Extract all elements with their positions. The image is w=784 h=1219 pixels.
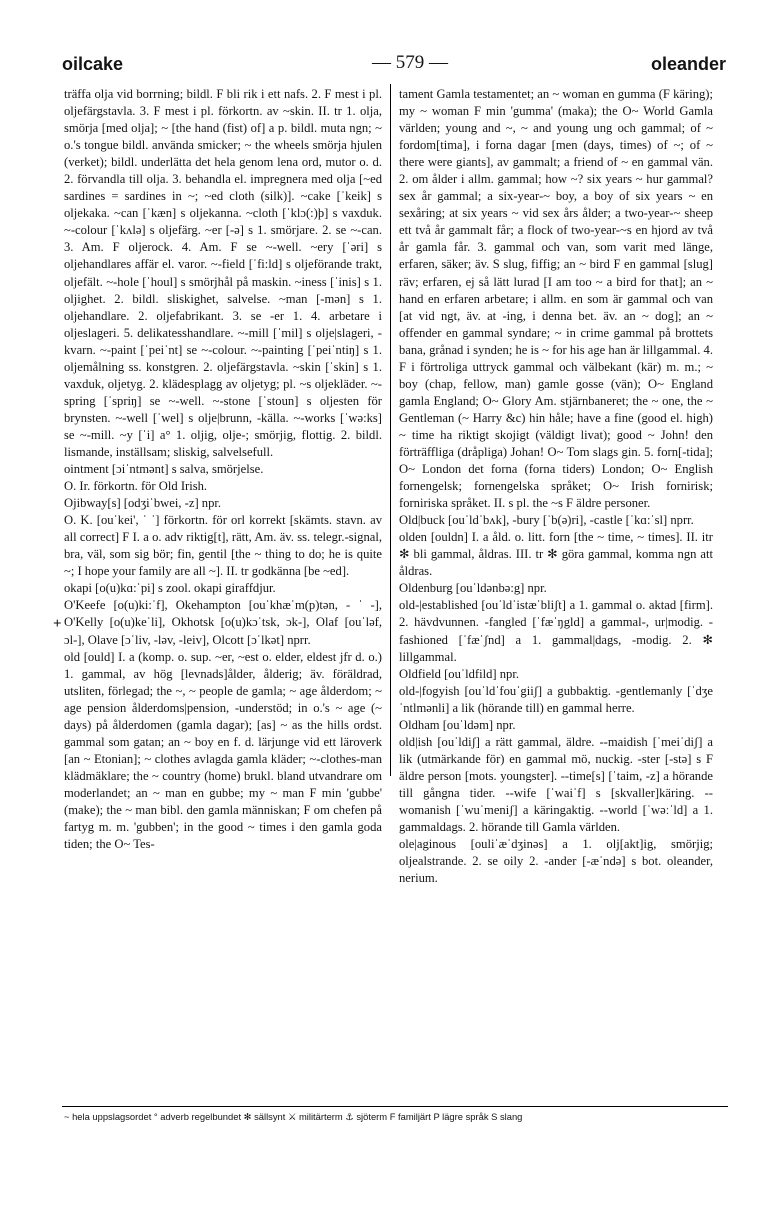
entry-old-established: old-|established [ouˈldˈistæˈbliʃt] a 1. gammal o. aktad [firm]. 2. hävdvunnen. -fangled [ˈfæˈŋgld] a gammal-, ur|modig. -fashioned [ˈfæˈʃnd] a 1. gammal|dags, -modig. 2. ✻ lillgammal. xyxy=(399,598,713,664)
left-column xyxy=(64,86,382,853)
running-header xyxy=(62,50,726,80)
entry-oleaginous: ole|aginous [ouliˈæˈdʒinəs] a 1. olj[akt]ig, smörjig; oljealstrande. 2. se oily 2. -ander [-æˈndə] s bot. oleander, nerium. xyxy=(399,837,713,886)
right-column xyxy=(399,86,713,887)
entry-o-k: O. K. [ouˈkei', ˈ ˈ] förkortn. för orl korrekt [skämts. stavn. av all correct] F I. a o. adv riktig[t], rätt, Am. äv. ss. telegr.-signal, bra, väl, som sig bör; fin, gentil [the ~ thing to do; he is quite ~; I hope your family are all ~]. II. tr godkänna [be ~ed]. xyxy=(64,513,382,579)
entry-ojibway: Ojibway[s] [odʒiˈbwei, -z] npr. xyxy=(64,496,222,511)
entry-okeefe: O'Keefe [o(u)ki:ˈf], Okehampton [ouˈkhæˈm(p)tən, - ˈ -], O'Kelly [o(u)keˈli], Okhotsk [o(u)kɔˈtsk, ɔk-], Olaf [ouˈləf, ɔl-], Olave [ɔˈliv, -ləv, -leiv], Olcott [ɔˈlkət] nprr. xyxy=(64,598,382,647)
entry-old-fogyish: old-|fogyish [ouˈldˈfouˈgiiʃ] a gubbaktig. -gentlemanly [ˈdʒeˈntlmənli] a lik (hörande till) en gammal herre. xyxy=(399,683,713,715)
entry-oldbuck: Old|buck [ouˈldˈbʌk], -bury [ˈb(ə)ri], -castle [ˈkɑ:ˈsl] nprr. xyxy=(399,513,694,528)
entry-oldham: Oldham [ouˈldəm] npr. xyxy=(399,717,516,732)
entry-oldfield: Oldfield [ouˈldfild] npr. xyxy=(399,666,519,681)
left-guide-word: oilcake xyxy=(62,54,124,74)
footer-rule xyxy=(62,1106,728,1107)
abbreviation-legend: ~ hela uppslagsordet ° adverb regelbundet ✻ sällsynt ⚔ militärterm ⚓ sjöterm F familjärt P lägre språk S slang xyxy=(64,1111,523,1122)
page-number: — 579 — xyxy=(372,52,448,73)
entry-oil-continued: träffa olja vid borrning; bildl. F bli rik i ett nafs. 2. F mest i pl. oljefärgstavla. 3. F mest i pl. förkortn. av ~skin. II. tr 1. olja, smörja [med olja]; ~ [the hand (fist) of] a p. bildl. muta ngn; ~ o.'s tongue bildl. använda smicker; ~ the wheels smörja hjulen (verket); bildl. underlätta det hela genom lena ord, mutor o. d. 2. förvandla till olja. 3. behandla el. impregnera med olja [~ed sardines = sardines in ~; ~ed cloth (silk)]. ~cake [ˈkeik] s oljekaka. ~can [ˈkæn] s oljekanna. ~cloth [ˈklɔ(:)þ] s vaxduk. ~-colour [ˈkʌlə] s oljefärg. ~er [-ə] s 1. smörjare. 2. se ~-can. 3. Am. F oljerock. 4. Am. F se ~-well. ~ery [ˈəri] s oljehandlares affär el. varor. ~-field [ˈfi:ld] s oljeförande trakt, oljefält. ~-hole [ˈhoul] s smörjhål på maskin. ~iness [ˈinis] s 1. oljighet. 2. bildl. sliskighet, salvelse. ~man [-mən] s 1. oljehandlare. 2. oljefabrikant. 3. se -er 1. 4. arbetare i oljeslageri. 5. delikatesshandlare. ~-mill [ˈmil] s olje|slageri, -kvarn. ~-paint [ˈpeiˈnt] se ~-colour. ~-painting [ˈpeiˈntiŋ] s 1. oljemålning ss. konstgren. 2. oljefärgstavla. ~skin [ˈskin] s 1. vaxduk, oljetyg. 2. klädesplagg av oljetyg; pl. ~s oljekläder. ~-spring [ˈspriŋ] se ~-well. ~-stone [ˈstoun] s oljesten för brynsten. ~-well [ˈwel] s olje|brunn, -källa. ~-works [ˈwə:ks] se ~-mill. ~y [ˈi] a° 1. oljig, olje-; smörjig, flottig. 2. bildl. lismande, inställsam; sliskig, salvelsefull. xyxy=(64,87,382,459)
entry-olden: olden [ouldn] I. a åld. o. litt. forn [the ~ time, ~ times]. II. itr ✻ bli gammal, åldras. III. tr ✻ göra gammal, komma ngn att åldras. xyxy=(399,530,713,579)
entry-o-ir: O. Ir. förkortn. för Old Irish. xyxy=(64,479,208,494)
entry-oldish: old|ish [ouˈldiʃ] a rätt gammal, äldre. --maidish [ˈmeiˈdiʃ] a lik (utmärkande för) en gammal mö, nuckig. -ster [-stə] s F äldre person [mots. youngster]. --time[s] [ˈtaim, -z] a hörande till gångna tider. --wife [ˈwaiˈf] s [skvaller]käring. --womanish [ˈwuˈmeniʃ] a käringaktig. --world [ˈwəːˈld] a 1. gammaldags. 2. hörande till Gamla världen. xyxy=(399,734,713,835)
entry-old-continued: tament Gamla testamentet; an ~ woman en gumma (F käring); my ~ woman F min 'gumma' (maka); the O~ World Gamla världen; young and ~, ~ and young ung och gammal; of ~ fordom[tima], i forna dagar [men (days, times) of ~; of ~ there were giants], av gammalt; a friend of ~ en gammal vän. 2. om ålder i allm. gammal; how ~? six years ~ hur gammal? sex år gammal; a six-year-~ boy, a boy of six years ~ en sexåring; at six years ~ vid sex års ålder; a two-year-~ sheep ett två år gammalt får; a flock of two-year-~s en hjord av två år gamla får. 3. gammal och van, som varit med länge, erfaren, säker; äv. S slug, fiffig; an ~ bird F en gammal [slug] räv; erfaren, ej så lätt lurad [I am too ~ a bird for that]; an ~ hand en erfaren arbetare; i allm. en som är gammal och van [at vid ngt, äv. at -ing, i denna bet. äv. an ~ dog]; an ~ offender en gammal syndare; ~ in crime gammal på brottets bana, grånad i synden; he is ~ for his age han är lillgammal. 4. F i förtroliga uttryck gammal och välbekant (kär) m. m.; ~ boy (chap, fellow, man) gamle gosse (vän); O~ England gamla England; O~ Glory Am. stjärnbaneret; the ~ one, the ~ Gentleman (~ Harry &c) hin håle; have a fine (good el. high) ~ time ha riktigt skojigt (väldigt livat); good ~ John! den förträffliga (dråpliga) Johan! O~ Tom slags gin. 5. forn[-tida]; O~ London det forna (forna tiders) London; O~ English fornengelsk; fornengelska språket; O~ Irish fornirisk; forniriska språket. II. s pl. the ~s F äldre personer. xyxy=(399,87,713,511)
column-divider xyxy=(390,84,391,776)
entry-old: old [ould] I. a (komp. o. sup. ~er, ~est o. elder, eldest jfr d. o.) 1. gammal, av hög [levnads]ålder, ålderig; äv. föräldrad, utsliten, förlegad; the ~, ~ people de gamla; ~ age ålderdom; ~ age pension ålderdoms|pension, -understöd; in o.'s ~ age (~ days) på ålderdomen (gamla dagar); [as] ~ as the hills ordst. gammal som gatan; an ~ boy en f. d. lärjunge vid ett läroverk [an ~ Etonian]; ~ clothes avlagda gamla kläder; ~-clothes-man klädmäklare; the ~ country (home) brukl. bland utvandrare om moderlandet; an ~ man en gubbe; my ~ man F min 'gubbe' (make); the ~ man bibl. den gamla människan; F om chefen på fartyg m. m. 'gubben'; in the good ~ times i den gamla goda tiden; the O~ Tes- xyxy=(64,649,382,852)
entry-ointment: ointment [ɔiˈntmənt] s salva, smörjelse. xyxy=(64,462,264,477)
entry-oldenburg: Oldenburg [ouˈldənbə:g] npr. xyxy=(399,581,547,596)
right-guide-word: oleander xyxy=(650,54,726,74)
entry-okapi: okapi [o(u)kɑ:ˈpi] s zool. okapi giraffdjur. xyxy=(64,581,276,596)
margin-plus-mark: + xyxy=(53,616,62,632)
